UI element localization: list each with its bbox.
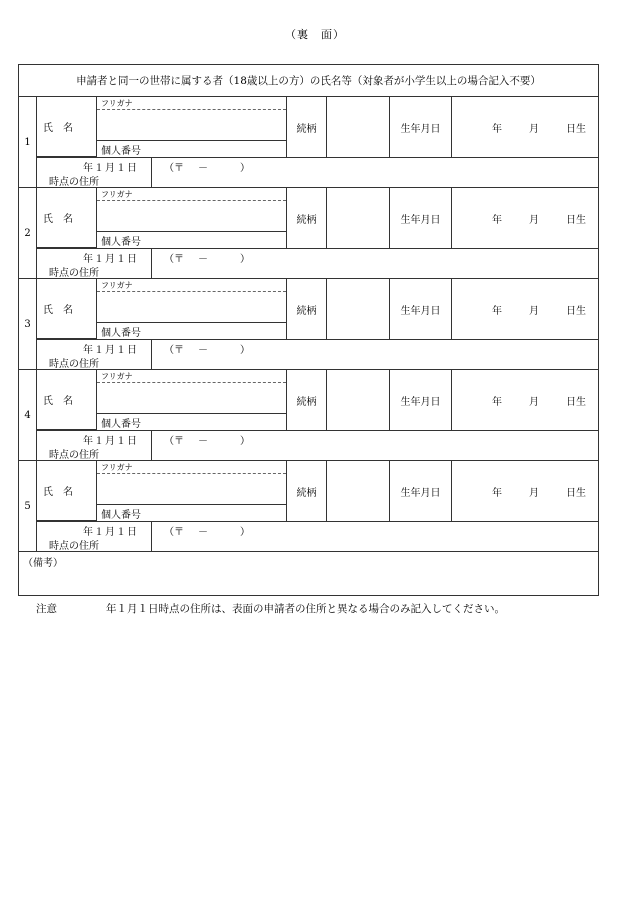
remarks-label: （備考） bbox=[23, 558, 63, 569]
my-number-field[interactable] bbox=[97, 505, 286, 521]
address-label bbox=[37, 340, 152, 369]
name-field[interactable] bbox=[97, 383, 286, 414]
furigana-field[interactable] bbox=[97, 97, 286, 110]
birthdate-label: 生年月日 bbox=[390, 370, 452, 430]
address-field[interactable] bbox=[152, 431, 598, 447]
name-field[interactable] bbox=[97, 292, 286, 323]
address-field[interactable] bbox=[152, 158, 598, 174]
day-label: 日生 bbox=[566, 214, 586, 226]
form-header: 申請者と同一の世帯に属する者（18歳以上の方）の氏名等（対象者が小学生以上の場合記入不要） bbox=[19, 65, 598, 97]
my-number-label: 個人番号 bbox=[101, 145, 141, 157]
furigana-field[interactable] bbox=[97, 279, 286, 292]
address-label-line1: 年１月１日 bbox=[83, 527, 138, 538]
month-label: 月 bbox=[529, 305, 539, 317]
name-label: 氏 名 bbox=[37, 279, 97, 339]
my-number-field[interactable] bbox=[97, 232, 286, 248]
entry-number: 4 bbox=[19, 370, 37, 460]
postal-open: （〒 bbox=[164, 254, 184, 265]
postal-open: （〒 bbox=[164, 345, 184, 356]
furigana-label: フリガナ bbox=[101, 280, 133, 290]
address-label bbox=[37, 158, 152, 187]
relationship-field[interactable] bbox=[327, 97, 390, 157]
birthdate-field[interactable] bbox=[452, 188, 598, 248]
year-label: 年 bbox=[492, 396, 502, 408]
postal-dash: － bbox=[198, 254, 208, 265]
remarks-field[interactable] bbox=[19, 552, 598, 596]
postal-open: （〒 bbox=[164, 436, 184, 447]
address-label bbox=[37, 522, 152, 551]
my-number-field[interactable] bbox=[97, 414, 286, 430]
my-number-label: 個人番号 bbox=[101, 418, 141, 430]
address-label-line2: 時点の住所 bbox=[49, 450, 99, 461]
year-label: 年 bbox=[492, 214, 502, 226]
relationship-field[interactable] bbox=[327, 370, 390, 430]
birthdate-field[interactable] bbox=[452, 461, 598, 521]
page-title: （裏 面） bbox=[285, 28, 345, 41]
birthdate-label: 生年月日 bbox=[390, 188, 452, 248]
furigana-field[interactable] bbox=[97, 461, 286, 474]
month-label: 月 bbox=[529, 396, 539, 408]
member-entry bbox=[19, 188, 598, 279]
birthdate-field[interactable] bbox=[452, 279, 598, 339]
month-label: 月 bbox=[529, 123, 539, 135]
postal-dash: － bbox=[198, 163, 208, 174]
name-label: 氏 名 bbox=[37, 97, 97, 157]
month-label: 月 bbox=[529, 214, 539, 226]
address-label-line2: 時点の住所 bbox=[49, 359, 99, 370]
my-number-label: 個人番号 bbox=[101, 236, 141, 248]
address-label-line1: 年１月１日 bbox=[83, 345, 138, 356]
day-label: 日生 bbox=[566, 305, 586, 317]
entry-number: 5 bbox=[19, 461, 37, 551]
furigana-label: フリガナ bbox=[101, 98, 133, 108]
name-field[interactable] bbox=[97, 110, 286, 141]
furigana-field[interactable] bbox=[97, 188, 286, 201]
postal-close: ） bbox=[240, 527, 250, 538]
relationship-label: 続柄 bbox=[287, 97, 327, 157]
address-label-line1: 年１月１日 bbox=[83, 163, 138, 174]
my-number-label: 個人番号 bbox=[101, 509, 141, 521]
address-field[interactable] bbox=[152, 522, 598, 538]
address-label-line1: 年１月１日 bbox=[83, 254, 138, 265]
postal-dash: － bbox=[198, 436, 208, 447]
name-label: 氏 名 bbox=[37, 461, 97, 521]
postal-close: ） bbox=[240, 254, 250, 265]
relationship-field[interactable] bbox=[327, 188, 390, 248]
year-label: 年 bbox=[492, 487, 502, 499]
name-label: 氏 名 bbox=[37, 370, 97, 430]
day-label: 日生 bbox=[566, 123, 586, 135]
relationship-label: 続柄 bbox=[287, 461, 327, 521]
postal-dash: － bbox=[198, 345, 208, 356]
furigana-label: フリガナ bbox=[101, 462, 133, 472]
address-label bbox=[37, 249, 152, 278]
relationship-label: 続柄 bbox=[287, 188, 327, 248]
birthdate-label: 生年月日 bbox=[390, 97, 452, 157]
household-member-form bbox=[18, 64, 599, 596]
note-text: 年１月１日時点の住所は、表面の申請者の住所と異なる場合のみ記入してください。 bbox=[106, 603, 505, 615]
postal-open: （〒 bbox=[164, 163, 184, 174]
name-field[interactable] bbox=[97, 201, 286, 232]
my-number-field[interactable] bbox=[97, 323, 286, 339]
address-label-line2: 時点の住所 bbox=[49, 268, 99, 279]
member-entry bbox=[19, 370, 598, 461]
member-entry bbox=[19, 279, 598, 370]
year-label: 年 bbox=[492, 305, 502, 317]
relationship-label: 続柄 bbox=[287, 279, 327, 339]
entry-number: 3 bbox=[19, 279, 37, 369]
relationship-label: 続柄 bbox=[287, 370, 327, 430]
furigana-label: フリガナ bbox=[101, 371, 133, 381]
year-label: 年 bbox=[492, 123, 502, 135]
furigana-label: フリガナ bbox=[101, 189, 133, 199]
birthdate-field[interactable] bbox=[452, 370, 598, 430]
entry-number: 1 bbox=[19, 97, 37, 187]
member-entry bbox=[19, 461, 598, 552]
birthdate-field[interactable] bbox=[452, 97, 598, 157]
address-label bbox=[37, 431, 152, 460]
furigana-field[interactable] bbox=[97, 370, 286, 383]
relationship-field[interactable] bbox=[327, 279, 390, 339]
member-entry bbox=[19, 97, 598, 188]
address-label-line2: 時点の住所 bbox=[49, 541, 99, 552]
birthdate-label: 生年月日 bbox=[390, 461, 452, 521]
postal-close: ） bbox=[240, 345, 250, 356]
address-label-line2: 時点の住所 bbox=[49, 177, 99, 188]
postal-open: （〒 bbox=[164, 527, 184, 538]
name-field[interactable] bbox=[97, 474, 286, 505]
entry-number: 2 bbox=[19, 188, 37, 278]
my-number-label: 個人番号 bbox=[101, 327, 141, 339]
address-field[interactable] bbox=[152, 340, 598, 356]
postal-close: ） bbox=[240, 436, 250, 447]
name-label: 氏 名 bbox=[37, 188, 97, 248]
month-label: 月 bbox=[529, 487, 539, 499]
postal-close: ） bbox=[240, 163, 250, 174]
postal-dash: － bbox=[198, 527, 208, 538]
day-label: 日生 bbox=[566, 396, 586, 408]
birthdate-label: 生年月日 bbox=[390, 279, 452, 339]
day-label: 日生 bbox=[566, 487, 586, 499]
address-field[interactable] bbox=[152, 249, 598, 265]
note-label: 注意 bbox=[36, 603, 57, 615]
relationship-field[interactable] bbox=[327, 461, 390, 521]
my-number-field[interactable] bbox=[97, 141, 286, 157]
address-label-line1: 年１月１日 bbox=[83, 436, 138, 447]
